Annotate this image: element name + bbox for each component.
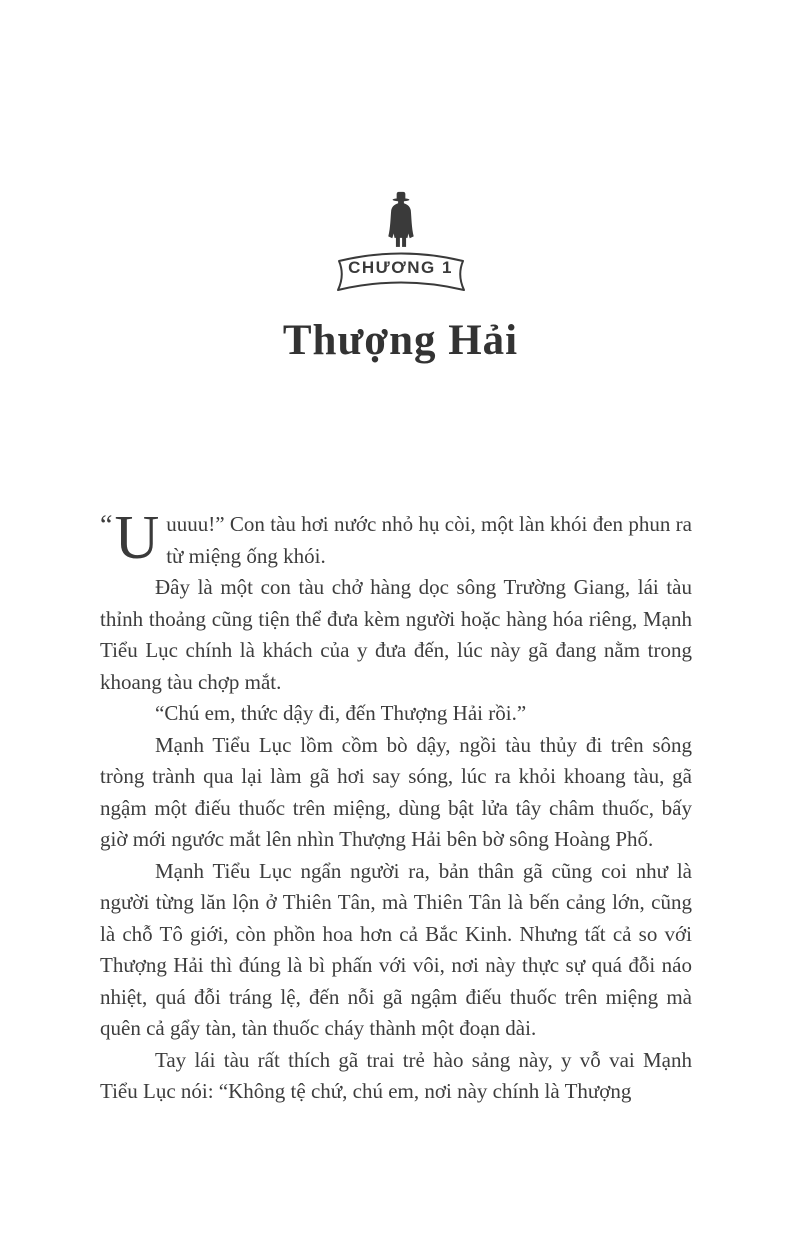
dropcap-letter: U — [114, 504, 160, 572]
dropcap — [100, 504, 166, 572]
paragraph: Mạnh Tiểu Lục lồm cồm bò dậy, ngồi tàu thủy đi trên sông tròng trành qua lại làm gã hơi say sóng, lúc ra khỏi khoang tàu, gã ngậm một điếu thuốc trên miệng, dùng bật lửa tây châm thuốc, bấy giờ mới ngước mắt lên nhìn Thượng Hải bên bờ sông Hoàng Phố. — [100, 732, 692, 851]
paragraph: Tay lái tàu rất thích gã trai trẻ hào sảng này, y vỗ vai Mạnh Tiểu Lục nói: “Không tệ chứ, chú em, nơi này chính là Thượng — [100, 1047, 692, 1103]
paragraph-dropcap — [100, 504, 692, 572]
paragraph: “Chú em, thức dậy đi, đến Thượng Hải rồi.” — [155, 701, 527, 725]
chapter-header — [0, 190, 801, 364]
standing-man-silhouette-icon — [371, 190, 431, 248]
paragraph: Đây là một con tàu chở hàng dọc sông Trường Giang, lái tàu thỉnh thoảng cũng tiện thể đưa kèm người hoặc hàng hóa riêng, Mạnh Tiểu Lục chính là khách của y đưa đến, lúc này gã đang nằm trong khoang tàu chợp mắt. — [100, 575, 692, 694]
body-text — [100, 504, 692, 1108]
chapter-banner-label: CHƯƠNG 1 — [348, 258, 453, 277]
paragraph-text: uuuu!” Con tàu hơi nước nhỏ hụ còi, một làn khói đen phun ra từ miệng ống khói. — [166, 512, 692, 568]
dropcap-open-quote: “ — [100, 510, 113, 541]
chapter-banner — [331, 245, 471, 301]
paragraph: Mạnh Tiểu Lục ngẩn người ra, bản thân gã cũng coi như là người từng lăn lộn ở Thiên Tân, mà Thiên Tân là bến cảng lớn, cũng là chỗ Tô giới, còn phồn hoa hơn cả Bắc Kinh. Nhưng tất cả so với Thượng Hải thì đúng là bì phấn với vôi, nơi này thực sự quá đỗi náo nhiệt, quá đỗi tráng lệ, đến nỗi gã ngậm điếu thuốc trên miệng mà quên cả gẩy tàn, tàn thuốc cháy thành một đoạn dài. — [100, 858, 692, 1040]
chapter-title: Thượng Hải — [282, 317, 519, 364]
